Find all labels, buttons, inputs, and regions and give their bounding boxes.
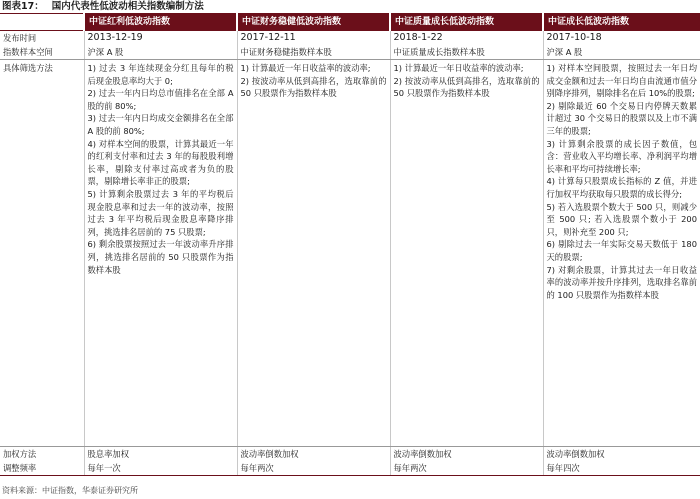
sample-pool-cell: 沪深 A 股: [84, 45, 237, 60]
method-step: 1) 过去 3 年连续现金分红且每年的税后现金股息率均大于 0;: [87, 63, 234, 86]
frequency-cell: 每年四次: [543, 461, 700, 476]
column-header-quality-growth-low-vol: 中证质量成长低波动指数: [390, 14, 543, 31]
column-header-financial-low-vol: 中证财务稳健低波动指数: [237, 14, 390, 31]
table-row-frequency: [0, 461, 700, 476]
sample-pool-cell: 沪深 A 股: [543, 45, 700, 60]
method-step: 3) 过去一年内日均成交金额排名在全部 A 股的前 80%;: [87, 113, 234, 136]
method-step: 2) 剔除最近 60 个交易日内停牌天数累计超过 30 个交易日的股票以及上市不满三年的股票;: [546, 100, 697, 136]
method-step: 7) 对剩余股票，计算其过去一年日收益率的波动率并按升序排列，选取排名靠前的 100 只股票作为指数样本股: [546, 264, 697, 300]
method-step: 6) 剩余股票按照过去一年波动率升序排列，挑选排名居前的 50 只股票作为指数样本股: [87, 239, 234, 275]
table-row-selection-method: [0, 60, 700, 447]
weighting-cell: 波动率倒数加权: [543, 447, 700, 462]
method-step: 2) 过去一年内日均总市值排名在全部 A 股的前 80%;: [87, 88, 234, 111]
row-label-selection-method: 具体筛选方法: [0, 60, 84, 447]
header-corner: [0, 14, 84, 31]
publish-date-cell: 2013-12-19: [84, 31, 237, 46]
column-header-growth-low-vol: 中证成长低波动指数: [543, 14, 700, 31]
figure-number: 图表17：: [2, 1, 44, 12]
method-cell-financial: [237, 60, 390, 447]
table-row-sample-pool: [0, 45, 700, 60]
method-step: 5) 计算剩余股票过去 3 年的平均税后现金股息率和过去一年的波动率，按照过去 3 年平均税后现金股息率降序排列，挑选排名居前的 75 只股票;: [87, 188, 234, 237]
publish-date-cell: 2017-12-11: [237, 31, 390, 46]
frequency-cell: 每年一次: [84, 461, 237, 476]
sample-pool-cell: 中证质量成长指数样本股: [390, 45, 543, 60]
method-step: 6) 剔除过去一年实际交易天数低于 180 天的股票;: [546, 239, 697, 262]
method-cell-quality-growth: [390, 60, 543, 447]
source-note: 资料来源：中证指数，华泰证券研究所: [2, 486, 138, 495]
method-step: 4) 对样本空间的股票，计算其最近一年的红利支付率和过去 3 年的每股股利增长率，剔除支付率过高或者为负的股票，剔除增长率非正的股票;: [87, 138, 234, 187]
index-methodology-table: [0, 13, 700, 476]
frequency-cell: 每年两次: [390, 461, 543, 476]
column-header-dividend-low-vol: 中证红利低波动指数: [84, 14, 237, 31]
row-label-frequency: 调整频率: [0, 461, 84, 476]
publish-date-cell: 2018-1-22: [390, 31, 543, 46]
sample-pool-cell: 中证财务稳健指数样本股: [237, 45, 390, 60]
method-step: 1) 计算最近一年日收益率的波动率;: [393, 63, 524, 73]
method-cell-dividend: [84, 60, 237, 447]
table-row-weighting: [0, 447, 700, 462]
method-step: 3) 计算剩余股票的成长因子数值，包含：营业收入平均增长率、净利润平均增长率和平均可持续增长率;: [546, 138, 697, 174]
figure-title-text: 国内代表性低波动相关指数编制方法: [51, 1, 204, 12]
frequency-cell: 每年两次: [237, 461, 390, 476]
figure-title: [2, 0, 204, 13]
row-label-sample-pool: 指数样本空间: [0, 45, 84, 60]
row-label-weighting: 加权方法: [3, 449, 37, 459]
row-label-publish-date: 发布时间: [0, 31, 84, 46]
method-cell-growth: [543, 60, 700, 447]
method-step: 4) 计算每只股票成长指标的 Z 值，并进行加权平均获取每只股票的成长得分;: [546, 176, 697, 199]
table-header-row: [0, 14, 700, 31]
method-step: 1) 计算最近一年日收益率的波动率;: [240, 63, 371, 73]
weighting-cell: 波动率倒数加权: [390, 447, 543, 462]
method-step: 2) 按波动率从低到高排名，选取靠前的 50 只股票作为指数样本股: [240, 75, 387, 99]
weighting-cell: 波动率倒数加权: [237, 447, 390, 462]
table-row-publish-date: [0, 31, 700, 46]
weighting-cell: 股息率加权: [84, 447, 237, 462]
method-step: 2) 按波动率从低到高排名，选取靠前的 50 只股票作为指数样本股: [393, 75, 540, 99]
method-step: 5) 若入选股票个数大于 500 只，则减少至 500 只; 若入选股票个数小于 200 只，则补充至 200 只;: [546, 201, 697, 237]
method-step: 1) 对样本空间股票，按照过去一年日均成交金额和过去一年日均自由流通市值分别降序排列，剔除排名在后 10%的股票;: [546, 63, 697, 99]
publish-date-cell: 2017-10-18: [543, 31, 700, 46]
